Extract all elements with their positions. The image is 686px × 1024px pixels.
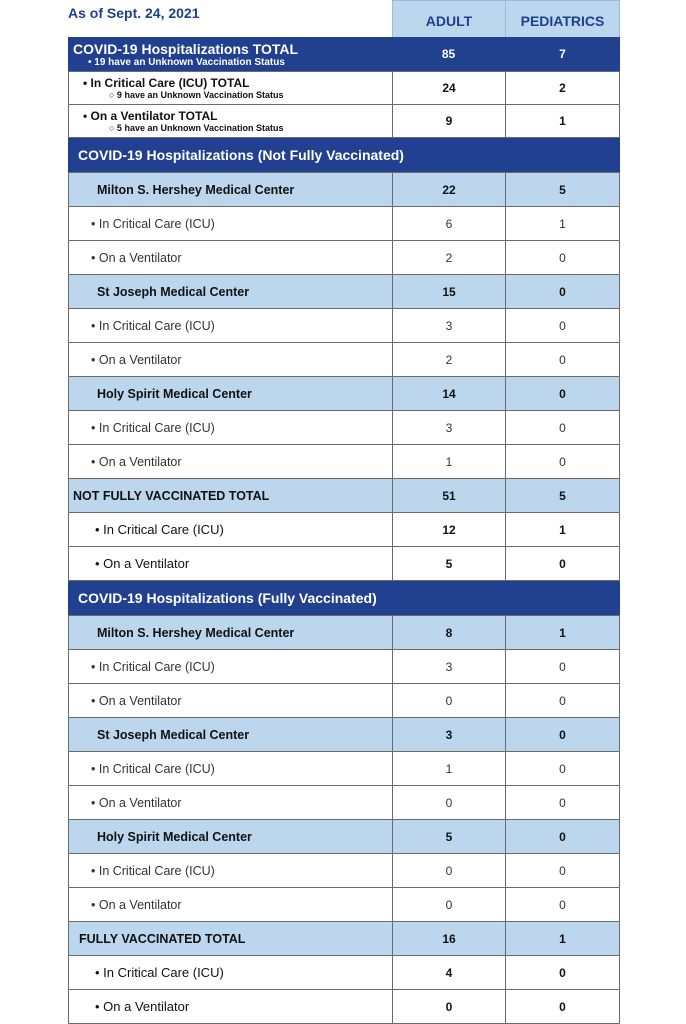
pediatrics-value: 0 [505, 820, 620, 853]
total-icu-row [68, 72, 620, 105]
adult-value: 4 [392, 956, 505, 989]
pediatrics-value: 0 [505, 275, 620, 308]
hospital-row [68, 173, 620, 207]
adult-value: 2 [392, 241, 505, 274]
adult-value: 0 [392, 684, 505, 717]
adult-value: 0 [392, 786, 505, 819]
adult-value: 3 [392, 309, 505, 342]
table-header [68, 0, 620, 37]
hospital-row [68, 820, 620, 854]
pediatrics-value: 1 [505, 207, 620, 240]
icu-row [68, 752, 620, 786]
ventilator-row [68, 241, 620, 275]
adult-value: 14 [392, 377, 505, 410]
adult-value: 85 [441, 47, 456, 61]
icu-row [68, 854, 620, 888]
ventilator-row [68, 786, 620, 820]
pediatrics-value: 5 [505, 173, 620, 206]
row-label: • In Critical Care (ICU) TOTAL [83, 76, 250, 90]
icu-row [68, 207, 620, 241]
pediatrics-value: 0 [505, 445, 620, 478]
pediatrics-value: 1 [505, 616, 620, 649]
adult-value: 15 [392, 275, 505, 308]
as-of-date: As of Sept. 24, 2021 [68, 5, 200, 21]
adult-value: 24 [392, 72, 505, 104]
total-ventilator-row [68, 105, 620, 138]
adult-value: 22 [392, 173, 505, 206]
ventilator-row [68, 445, 620, 479]
row-label: • In Critical Care (ICU) [95, 522, 224, 537]
adult-value: 1 [392, 445, 505, 478]
hospital-row [68, 377, 620, 411]
adult-value: 2 [392, 343, 505, 376]
row-label: • On a Ventilator [91, 897, 182, 912]
row-label: • On a Ventilator [91, 352, 182, 367]
row-label: • In Critical Care (ICU) [91, 420, 215, 435]
pediatrics-value: 7 [559, 47, 566, 61]
column-header-pediatrics: PEDIATRICS [505, 0, 620, 37]
row-label: COVID-19 Hospitalizations TOTAL [73, 40, 299, 57]
adult-value: 12 [392, 513, 505, 546]
row-label: • In Critical Care (ICU) [91, 318, 215, 333]
pediatrics-value: 0 [505, 411, 620, 444]
icu-row [68, 309, 620, 343]
row-label: Milton S. Hershey Medical Center [97, 625, 295, 640]
hospital-row [68, 616, 620, 650]
pediatrics-value: 0 [505, 377, 620, 410]
section-total-row [68, 922, 620, 956]
pediatrics-value: 0 [505, 309, 620, 342]
row-label: • On a Ventilator TOTAL [83, 109, 218, 123]
pediatrics-value: 0 [505, 547, 620, 580]
pediatrics-value: 1 [505, 105, 620, 137]
row-label: • On a Ventilator [91, 693, 182, 708]
pediatrics-value: 0 [505, 752, 620, 785]
pediatrics-value: 0 [505, 650, 620, 683]
adult-value: 6 [392, 207, 505, 240]
adult-value: 5 [392, 547, 505, 580]
row-label: Milton S. Hershey Medical Center [97, 182, 295, 197]
row-label: • On a Ventilator [95, 556, 190, 571]
adult-value: 16 [392, 922, 505, 955]
section-total-ventilator-row [68, 547, 620, 581]
pediatrics-value: 0 [505, 684, 620, 717]
column-header-adult: ADULT [392, 0, 505, 37]
pediatrics-value: 1 [505, 922, 620, 955]
hospital-row [68, 718, 620, 752]
section-header: COVID-19 Hospitalizations (Not Fully Vaccinated) [68, 138, 620, 173]
pediatrics-value: 0 [505, 888, 620, 921]
hospitalization-table [68, 0, 620, 1024]
pediatrics-value: 0 [505, 854, 620, 887]
pediatrics-value: 0 [505, 241, 620, 274]
row-note: • 19 have an Unknown Vaccination Status [88, 56, 285, 68]
pediatrics-value: 1 [505, 513, 620, 546]
row-note: ○ 9 have an Unknown Vaccination Status [109, 90, 284, 100]
row-label: Holy Spirit Medical Center [97, 386, 252, 401]
hospital-row [68, 275, 620, 309]
section-header: COVID-19 Hospitalizations (Fully Vaccinated) [68, 581, 620, 616]
adult-value: 8 [392, 616, 505, 649]
row-label: • On a Ventilator [95, 999, 190, 1014]
adult-value: 5 [392, 820, 505, 853]
adult-value: 0 [392, 990, 505, 1023]
row-label: • On a Ventilator [91, 795, 182, 810]
total-hospitalizations-row [68, 37, 620, 72]
row-label: • In Critical Care (ICU) [91, 216, 215, 231]
adult-value: 3 [392, 411, 505, 444]
ventilator-row [68, 343, 620, 377]
row-label: St Joseph Medical Center [97, 284, 250, 299]
row-label: • On a Ventilator [91, 250, 182, 265]
row-label: Holy Spirit Medical Center [97, 829, 252, 844]
adult-value: 9 [392, 105, 505, 137]
pediatrics-value: 0 [505, 343, 620, 376]
pediatrics-value: 0 [505, 718, 620, 751]
row-label: • In Critical Care (ICU) [91, 659, 215, 674]
icu-row [68, 650, 620, 684]
adult-value: 51 [392, 479, 505, 512]
adult-value: 0 [392, 888, 505, 921]
adult-value: 3 [392, 650, 505, 683]
ventilator-row [68, 684, 620, 718]
row-label: • In Critical Care (ICU) [91, 863, 215, 878]
row-note: ○ 5 have an Unknown Vaccination Status [109, 123, 284, 133]
pediatrics-value: 0 [505, 990, 620, 1023]
section-total-row [68, 479, 620, 513]
pediatrics-value: 2 [505, 72, 620, 104]
pediatrics-value: 5 [505, 479, 620, 512]
row-label: St Joseph Medical Center [97, 727, 250, 742]
icu-row [68, 411, 620, 445]
section-total-ventilator-row [68, 990, 620, 1024]
adult-value: 0 [392, 854, 505, 887]
adult-value: 3 [392, 718, 505, 751]
row-label: NOT FULLY VACCINATED TOTAL [73, 488, 270, 503]
ventilator-row [68, 888, 620, 922]
pediatrics-value: 0 [505, 956, 620, 989]
row-label: • In Critical Care (ICU) [91, 761, 215, 776]
adult-value: 1 [392, 752, 505, 785]
row-label: • In Critical Care (ICU) [95, 965, 224, 980]
section-total-icu-row [68, 956, 620, 990]
pediatrics-value: 0 [505, 786, 620, 819]
section-total-icu-row [68, 513, 620, 547]
row-label: FULLY VACCINATED TOTAL [79, 931, 246, 946]
row-label: • On a Ventilator [91, 454, 182, 469]
